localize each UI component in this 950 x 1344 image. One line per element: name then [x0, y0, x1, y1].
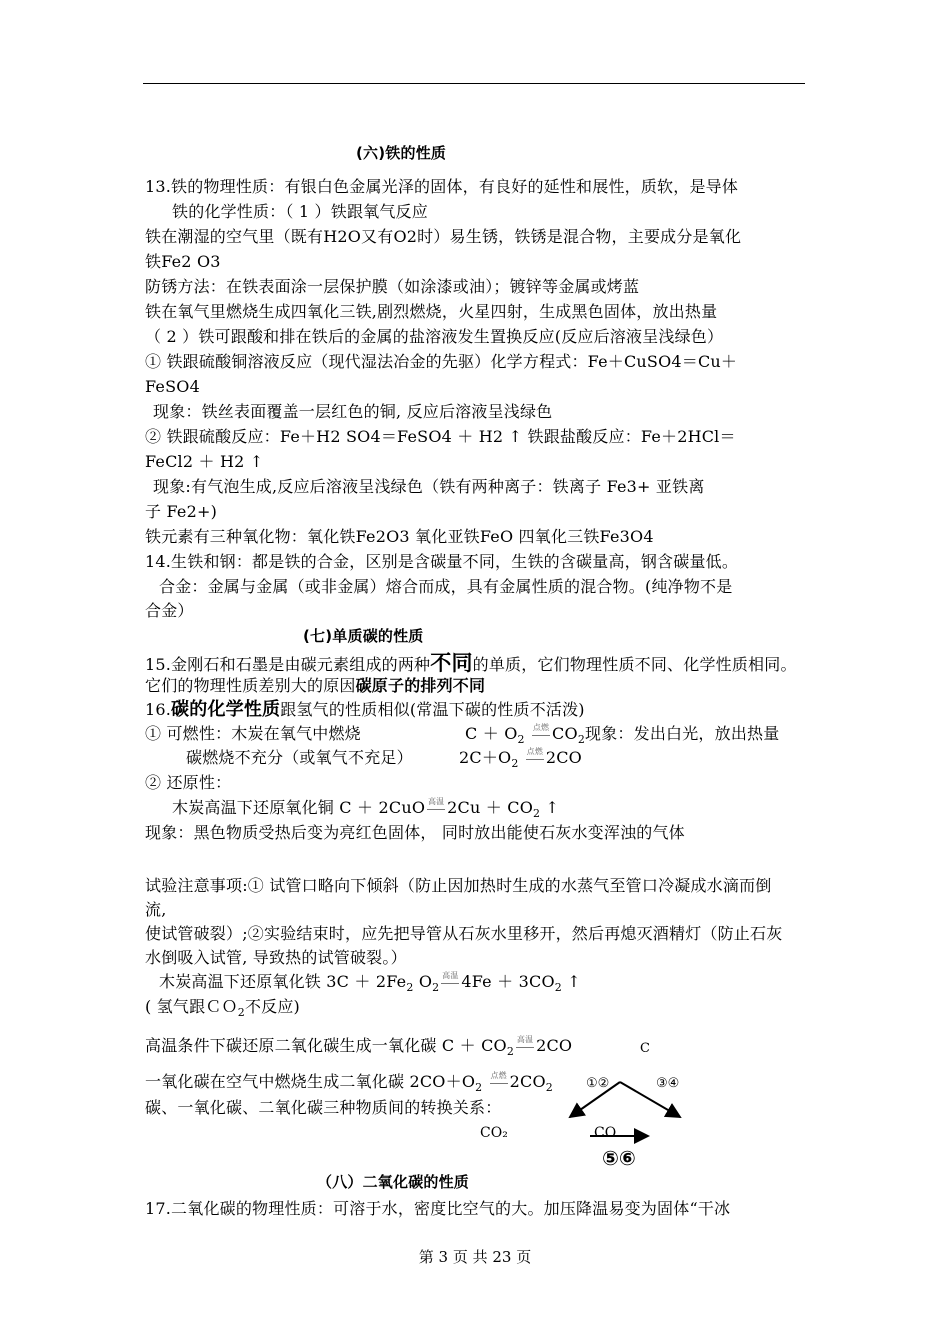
label-reactions-5-6: ⑤⑥: [602, 1146, 636, 1170]
text-line: 碳、一氧化碳、二氧化碳三种物质间的转换关系：: [145, 1098, 502, 1117]
subscript: 2: [533, 807, 541, 821]
text-span: 一氧化碳在空气中燃烧生成二氧化碳 2CO＋O: [145, 1072, 476, 1091]
condition-ignite: 点燃: [530, 724, 552, 732]
node-co: CO: [594, 1125, 617, 1141]
condition-hightemp: 高温: [514, 1036, 536, 1044]
condition-hightemp: 高温: [425, 798, 447, 806]
subscript: 2: [511, 757, 519, 771]
page-footer: 第 3 页 共 23 页: [418, 1248, 532, 1266]
node-c: C: [640, 1041, 650, 1056]
subscript: 2: [406, 981, 414, 995]
subscript: 2: [554, 981, 562, 995]
text-span: 高温条件下碳还原二氧化碳生成一氧化碳 C ＋ CO: [145, 1036, 507, 1055]
text-span: 的单质，它们物理性质不同、化学性质相同。: [472, 655, 797, 674]
subscript: 2: [517, 733, 525, 747]
condition-hightemp: 高温: [439, 972, 461, 980]
conversion-diagram: [470, 1035, 710, 1175]
condition-ignite: 点燃: [488, 1072, 510, 1080]
text-line: 现象：铁丝表面覆盖一层红色的铜, 反应后溶液呈浅绿色: [153, 402, 553, 421]
text-line: [145, 997, 300, 1023]
text-span: C ＋ O: [465, 724, 518, 743]
bold-text: 碳原子的排列不同: [355, 676, 486, 695]
text-span: 15.金刚石和石墨是由碳元素组成的两种: [145, 655, 431, 674]
text-span: 2CO: [536, 1036, 573, 1055]
text-span: CO: [552, 724, 578, 743]
diagram-arrows: [470, 1035, 710, 1175]
condition-ignite: 点燃: [524, 748, 546, 756]
text-line: 水倒吸入试管, 导致热的试管破裂。）: [145, 948, 407, 967]
text-span: ( 氢气跟ＣＯ: [145, 997, 238, 1016]
text-line: 合金）: [145, 601, 194, 620]
section-title-carbon: (七)单质碳的性质: [303, 627, 424, 645]
equation: [159, 972, 581, 998]
text-span: 不反应): [244, 997, 300, 1016]
text-line: 碳燃烧不充分（或氧气不充足）: [186, 748, 413, 767]
text-line: ② 还原性：: [145, 773, 232, 792]
subscript: 2: [545, 1081, 553, 1095]
text-line: 铁在氧气里燃烧生成四氧化三铁,剧烈燃烧，火星四射，生成黑色固体，放出热量: [145, 302, 718, 321]
text-line: ① 可燃性：木炭在氧气中燃烧: [145, 724, 361, 743]
emphasis-text: 碳的化学性质: [171, 699, 281, 720]
text-line: 流,: [145, 900, 167, 919]
text-line: （ 2 ）铁可跟酸和排在铁后的金属的盐溶液发生置换反应(反应后溶液呈浅绿色）: [145, 327, 724, 346]
text-span: ↑: [540, 798, 560, 817]
text-line: FeSO4: [145, 377, 200, 396]
equation: [172, 798, 559, 824]
label-reactions-1-2: ①②: [586, 1076, 610, 1091]
text-span: 4Fe ＋ 3CO: [461, 972, 555, 991]
subscript: 2: [506, 1045, 515, 1059]
text-span: 2CO: [509, 1072, 546, 1091]
text-line: 铁Fe2 O3: [145, 252, 221, 271]
node-co2: CO₂: [480, 1125, 508, 1141]
section-title-co2: （八）二氧化碳的性质: [317, 1173, 470, 1191]
section-title-iron: (六)铁的性质: [356, 144, 447, 162]
subscript: 2: [432, 981, 440, 995]
header-rule: [143, 83, 805, 84]
text-line: 现象：黑色物质受热后变为亮红色固体， 同时放出能使石灰水变浑浊的气体: [145, 823, 685, 842]
text-span: 2CO: [545, 748, 582, 767]
text-span: 跟氢气的性质相似(常温下碳的性质不活泼): [280, 700, 585, 719]
text-span: 木炭高温下还原氧化铜 C ＋ 2CuO: [172, 798, 426, 817]
text-line: 现象:有气泡生成,反应后溶液呈浅绿色（铁有两种离子：铁离子 Fe3+ 亚铁离: [153, 477, 705, 496]
text-line: 防锈方法：在铁表面涂一层保护膜（如涂漆或油）；镀锌等金属或烤蓝: [145, 277, 640, 296]
text-line: [145, 653, 797, 675]
text-line: [145, 700, 585, 720]
text-line: ① 铁跟硫酸铜溶液反应（现代湿法冶金的先驱）化学方程式：Fe＋CuSO4＝Cu＋: [145, 352, 738, 371]
text-line: 使试管破裂）;②实验结束时，应先把导管从石灰水里移开，然后再熄灭酒精灯（防止石灰: [145, 924, 783, 943]
text-span: O: [413, 972, 433, 991]
text-line: 铁元素有三种氧化物：氧化铁Fe2O3 氧化亚铁FeO 四氧化三铁Fe3O4: [145, 527, 654, 546]
text-line: FeCl2 ＋ H2 ↑: [145, 452, 264, 471]
text-span: 2Cu ＋ CO: [447, 798, 534, 817]
text-line: 子 Fe2+): [145, 502, 218, 521]
text-line: 13.铁的物理性质：有银白色金属光泽的固体，有良好的延性和展性，质软，是导体: [145, 177, 739, 196]
emphasis-text: 不同: [430, 651, 473, 675]
label-reactions-3-4: ③④: [656, 1076, 680, 1091]
text-line: 14.生铁和钢：都是铁的合金，区别是含碳量不同，生铁的含碳量高，钢含碳量低。: [145, 552, 739, 571]
subscript: 2: [577, 733, 586, 747]
subscript: 2: [475, 1081, 483, 1095]
text-line: 铁在潮湿的空气里（既有H2O又有O2时）易生锈，铁锈是混合物，主要成分是氧化: [145, 227, 742, 246]
text-span: ↑: [561, 972, 581, 991]
text-line: 合金：金属与金属（或非金属）熔合而成，具有金属性质的混合物。(纯净物不是: [159, 577, 733, 596]
equation: [465, 724, 779, 750]
subscript: 2: [237, 1006, 245, 1020]
text-span: 16.: [145, 700, 172, 719]
text-line: 铁的化学性质：（ 1 ）铁跟氧气反应: [172, 202, 428, 221]
equation: [459, 748, 582, 774]
text-span: 它们的物理性质差别大的原因: [145, 676, 356, 695]
text-span: 现象：发出白光，放出热量: [585, 724, 780, 743]
text-line: ② 铁跟硫酸反应：Fe＋H2 SO4＝FeSO4 ＋ H2 ↑ 铁跟盐酸反应：Fe＋2HCl＝: [145, 427, 736, 446]
text-line: 试验注意事项:① 试管口略向下倾斜（防止因加热时生成的水蒸气至管口冷凝成水滴而倒: [145, 876, 772, 895]
text-span: 木炭高温下还原氧化铁 3C ＋ 2Fe: [159, 972, 407, 991]
text-span: 2C＋O: [459, 748, 512, 767]
text-line: [145, 676, 485, 696]
text-line: 17.二氧化碳的物理性质：可溶于水，密度比空气的大。加压降温易变为固体“干冰: [145, 1199, 731, 1218]
